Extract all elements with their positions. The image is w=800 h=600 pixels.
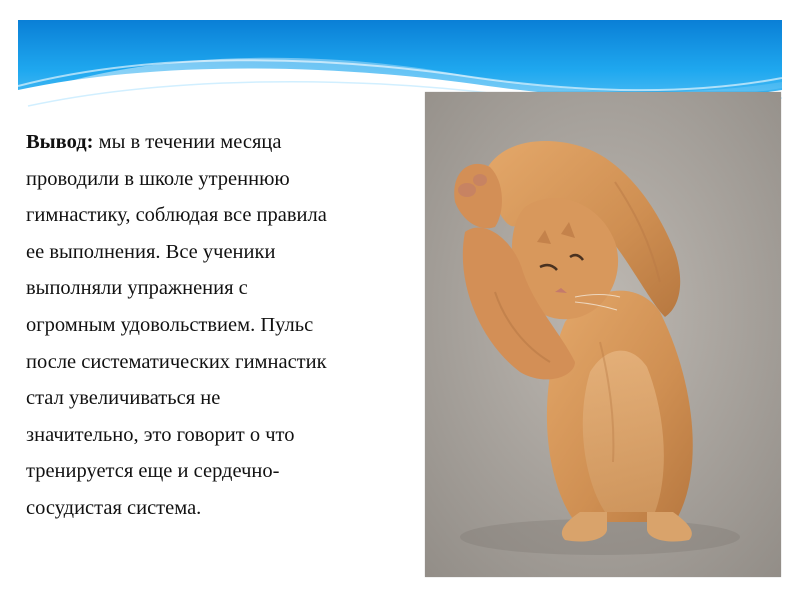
text-line: сосудистая система. [26,496,202,519]
text-line: тренируется еще и сердечно- [26,460,280,483]
text-line: проводили в школе утреннюю [26,167,290,190]
text-line: значительно, это говорит о что [26,423,295,446]
text-line: огромным удовольствием. Пульс [26,313,314,336]
text-line: мы в течении месяца [93,131,282,153]
conclusion-text [26,124,426,527]
text-line: после систематических гимнастик [26,350,327,373]
text-line: гимнастику, соблюдая все правила [26,204,327,227]
text-line: стал увеличиваться не [26,387,221,410]
text-line: ее выполнения. Все ученики [26,240,276,263]
text-line: выполняли упражнения с [26,277,248,300]
conclusion-lead: Вывод: [26,131,94,153]
cat-stretching-photo [425,92,781,577]
